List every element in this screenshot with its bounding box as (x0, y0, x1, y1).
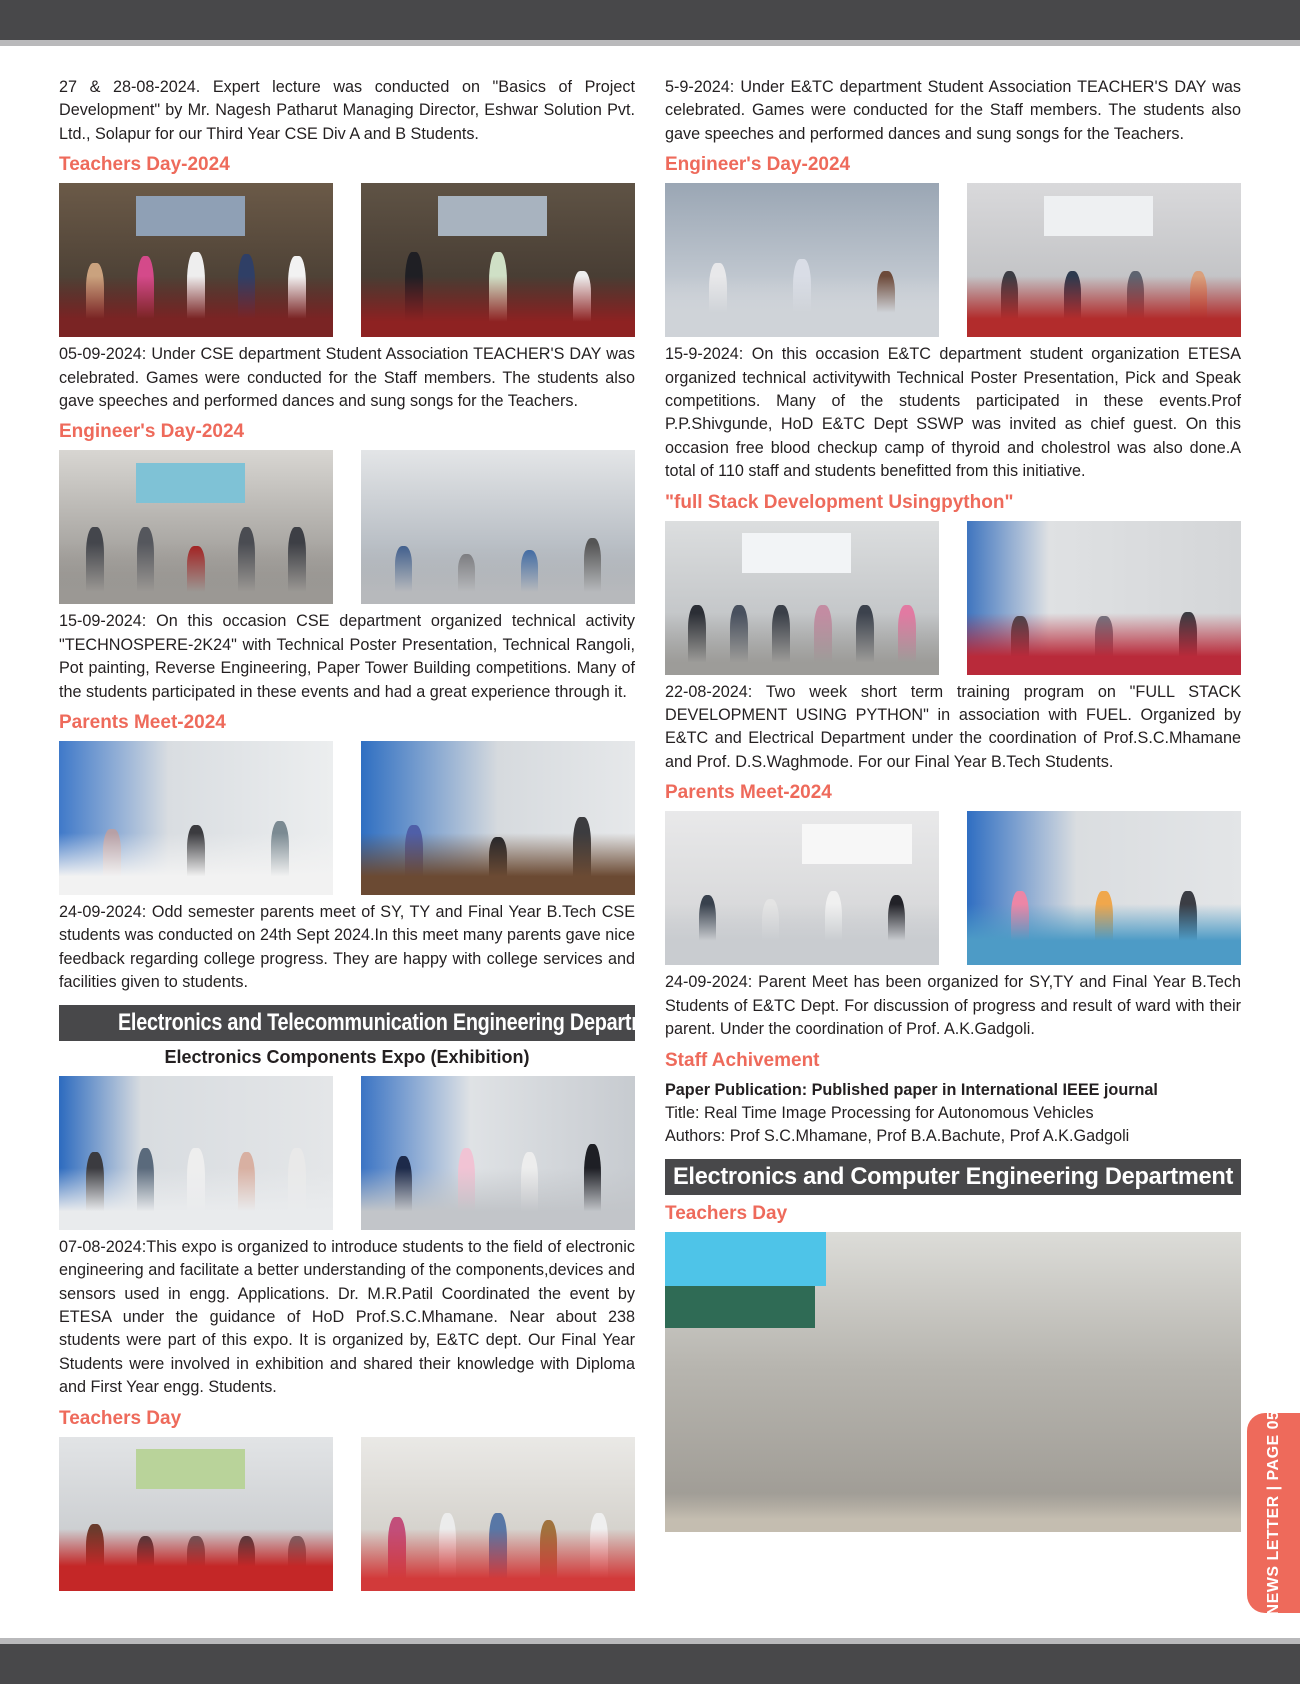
staff-paper-authors: Authors: Prof S.C.Mhamane, Prof B.A.Bachute, Prof A.K.Gadgoli (665, 1127, 1130, 1146)
fullstack-text: 22-08-2024: Two week short term training program on "FULL STACK DEVELOPMENT USING PYTHON" in association with FUEL. Organized by E&TC and Electrical Department under the coordination of Prof.S.C.Mhamane and Prof. D.S.Waghmode. For our Final Year B.Tech Students. (665, 682, 1241, 771)
staff-paper-title: Title: Real Time Image Processing for Autonomous Vehicles (665, 1103, 1094, 1122)
etc-department-banner: Electronics and Telecommunication Engineering Department (59, 1005, 635, 1041)
cse-engineers-day-text: 15-09-2024: On this occasion CSE department organized technical activity "TECHNOSPERE-2K24" with Technical Poster Presentation, Technical Rangoli, Pot painting, Reverse Engineering, Paper Tower Building competitions. Many of the students participated in these events and had a great experience through it. (59, 612, 635, 701)
right-column (665, 76, 1241, 1532)
photo (361, 1076, 635, 1230)
photo (361, 1437, 635, 1591)
page-number-tab (1247, 1410, 1300, 1616)
cse-parents-meet-photos (59, 741, 635, 895)
fullstack-photos (665, 521, 1241, 675)
etc-teachers-day-heading: Teachers Day (59, 1407, 182, 1429)
expo-text: 07-08-2024:This expo is organized to introduce students to the field of electronic engineering and facilitate a better understanding of the components,devices and sensors used in engg. Applications. Dr. M.R.Patil Coordinated the event by ETESA under the guidance of HoD Prof.S.C.Mhamane. Near about 238 students were part of this expo. It is organized by, E&TC dept. Our Final Year Students were involved in exhibition and shared their knowledge with Diploma and First Year engg. Students. (59, 1237, 635, 1397)
ece-group-photo (665, 1232, 1241, 1532)
photo (59, 1076, 333, 1230)
ece-department-banner: Electronics and Computer Engineering Department (665, 1159, 1241, 1195)
ece-teachers-day-heading: Teachers Day (665, 1202, 788, 1224)
cse-teachers-day-text: 05-09-2024: Under CSE department Student Association TEACHER'S DAY was celebrated. Games were conducted for the Staff members. The students also gave speeches and performed dances and sung songs for the Teachers. (59, 345, 635, 411)
page-number-label: NEWS LETTER | PAGE 05 (1264, 1410, 1282, 1616)
expo-heading: Electronics Components Expo (Exhibition) (164, 1046, 530, 1067)
photo (59, 741, 333, 895)
etc-engineers-day-photos (665, 183, 1241, 337)
cse-teachers-day-heading: Teachers Day-2024 (59, 154, 230, 176)
etc-engineers-day-heading: Engineer's Day-2024 (665, 154, 851, 176)
photo (665, 521, 939, 675)
etc-teachers-day-text: 5-9-2024: Under E&TC department Student Association TEACHER'S DAY was celebrated. Games were conducted for the Staff members. The students also gave speeches and performed dances and sung songs for the Teachers. (665, 78, 1241, 143)
top-divider (0, 40, 1300, 46)
etc-teachers-day-photos (59, 1437, 635, 1591)
photo (967, 521, 1241, 675)
etc-engineers-day-text: 15-9-2024: On this occasion E&TC department student organization ETESA organized technical activitywith Technical Poster Presentation, Pick and Speak competitions. Many of the students participated in these events.Prof P.P.Shivgunde, HoD E&TC Dept SSWP was invited as chief guest. On this occasion free blood checkup camp of thyroid and cholestrol was also done.A total of 110 staff and students benefitted from this initiative. (665, 345, 1241, 481)
photo (361, 450, 635, 604)
photo (665, 811, 939, 965)
etc-parents-meet-photos (665, 811, 1241, 965)
expo-photos (59, 1076, 635, 1230)
photo (967, 811, 1241, 965)
cse-teachers-day-photos (59, 183, 635, 337)
cse-engineers-day-heading: Engineer's Day-2024 (59, 421, 245, 443)
staff-paper-publication: Paper Publication: Published paper in International IEEE journal (665, 1080, 1158, 1099)
fullstack-heading: "full Stack Development Usingpython" (665, 491, 1014, 513)
etc-parents-meet-text: 24-09-2024: Parent Meet has been organized for SY,TY and Final Year B.Tech Students of E&TC Dept. For discussion of progress and result of ward with their parent. Under the coordination of Prof. A.K.Gadgoli. (665, 973, 1241, 1039)
photo (59, 1437, 333, 1591)
bottom-bar (0, 1644, 1300, 1684)
left-column (59, 76, 678, 1597)
etc-parents-meet-heading: Parents Meet-2024 (665, 782, 832, 804)
cse-engineers-day-photos (59, 450, 635, 604)
staff-achievement-heading: Staff Achivement (665, 1049, 820, 1071)
photo (665, 183, 939, 337)
photo (361, 183, 635, 337)
cse-parents-meet-text: 24-09-2024: Odd semester parents meet of SY, TY and Final Year B.Tech CSE students was conducted on 24th Sept 2024.In this meet many parents gave nice feedback regarding college progress. They are happy with college services and facilities given to students. (59, 903, 635, 992)
photo (361, 741, 635, 895)
photo (967, 183, 1241, 337)
photo (59, 183, 333, 337)
top-bar (0, 0, 1300, 40)
cse-parents-meet-heading: Parents Meet-2024 (59, 712, 226, 734)
photo (59, 450, 333, 604)
cse-expert-lecture-text: 27 & 28-08-2024. Expert lecture was conducted on "Basics of Project Development" by Mr. Nagesh Patharut Managing Director, Eshwar Solution Pvt. Ltd., Solapur for our Third Year CSE Div A and B Students. (59, 78, 635, 143)
